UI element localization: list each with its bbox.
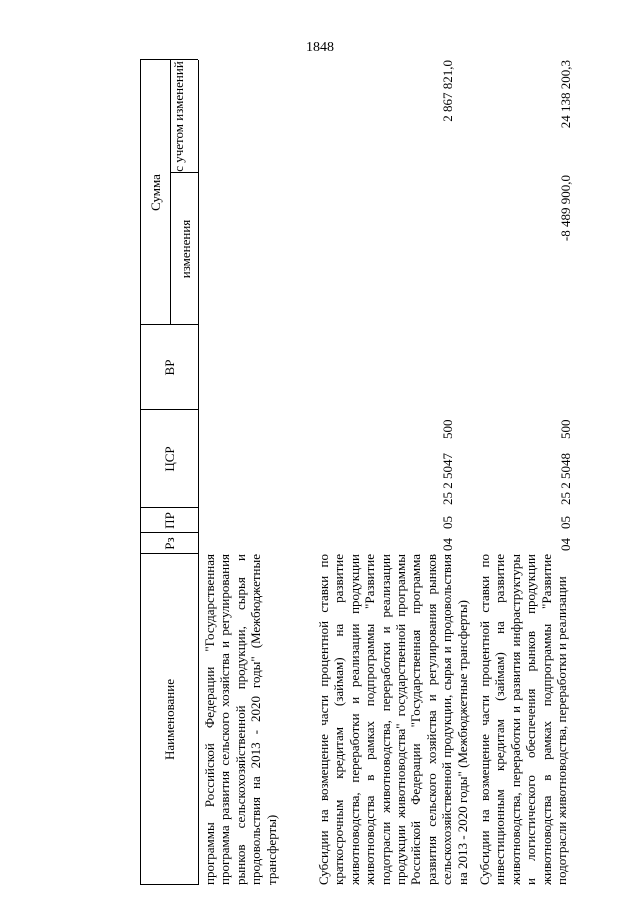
- header-csr: ЦСР: [162, 446, 177, 472]
- row-3-name: Субсидии на возмещение части процентной ставки по инвестиционным кредитам (займам) на развитие животноводства, переработки и развития инфраструктуры и логистического обеспечения рынков продукции животноводства в рамках подпрограммы "Развитие подотрасли животноводства, переработки и реализации: [477, 554, 570, 885]
- row-2-csr-value: 25 2 5047: [440, 453, 455, 505]
- header-name: Наименование: [162, 679, 177, 760]
- row-3-vr-value: 500: [558, 419, 573, 439]
- row-3-with-changes-value: 24 138 200,3: [558, 60, 573, 129]
- row-2-with-changes-value: 2 867 821,0: [440, 60, 455, 122]
- row-2-vr-value: 500: [440, 419, 455, 439]
- header-bottom-border: [198, 60, 199, 885]
- row-3-rz-value: 04: [558, 538, 573, 551]
- row-3-csr-value: 25 2 5048: [558, 453, 573, 505]
- row-3-pr-value: 05: [558, 516, 573, 529]
- row-2-name: Субсидии на возмещение части процентной ставки по краткосрочным кредитам (займам) на развитие животноводства, переработки и реализации продукции животноводства в рамках подпрограммы "Развитие подотрасли животноводства, переработки и реализации продукции животноводства" государственной программы Российской Федерации "Государственная программа развития сельского хозяйства и регулирования рынков сельскохозяйственной продукции, сырья и продовольствия на 2013 - 2020 годы" (Межбюджетные трансферты): [316, 554, 470, 885]
- page-number: 1848: [306, 40, 334, 55]
- row-2-rz-value: 04: [440, 538, 455, 551]
- header-vr: ВР: [162, 359, 177, 376]
- header-pr: ПР: [162, 512, 177, 529]
- row-2-pr-value: 05: [440, 516, 455, 529]
- row-1-name: программы Российской Федерации "Государственная программа развития сельского хозяйства и регулирования рынков сельскохозяйственной продукции, сырья и продовольствия на 2013 - 2020 годы" (Межбюджетные трансферты): [202, 554, 279, 885]
- header-with-changes: с учетом изменений: [171, 61, 186, 172]
- table-top-border: [140, 60, 141, 885]
- header-rz: Рз: [162, 537, 177, 550]
- header-sum: Сумма: [148, 174, 163, 211]
- row-3-changes-value: -8 489 900,0: [558, 175, 573, 242]
- header-changes: изменения: [178, 219, 193, 279]
- budget-table: [140, 60, 590, 885]
